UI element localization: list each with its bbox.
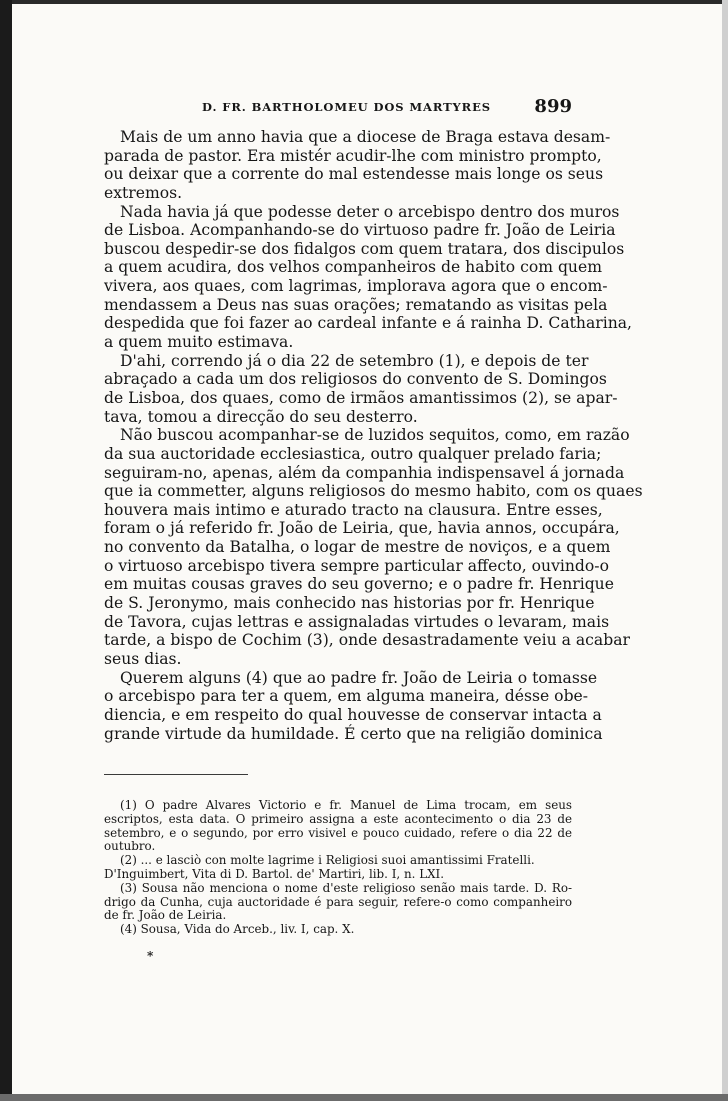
scan-border-top	[0, 0, 728, 4]
footnote-line: (3) Sousa não menciona o nome d'este religioso senão mais tarde. D. Ro-	[120, 880, 572, 895]
running-title: D. FR. BARTHOLOMEU DOS MARTYRES	[202, 100, 491, 114]
text-line: seguiram-no, apenas, além da companhia indispensavel á jornada	[104, 463, 625, 482]
footnote-line: outubro.	[104, 839, 156, 854]
footnote-rule	[104, 774, 248, 775]
text-line: de Lisboa, dos quaes, como de irmãos amantissimos (2), se apar-	[104, 388, 618, 407]
text-line: foram o já referido fr. João de Leiria, que, havia annos, occupára,	[104, 519, 620, 538]
text-line: Querem alguns (4) que ao padre fr. João de Leiria o tomasse	[120, 668, 598, 687]
text-line: de Lisboa. Acompanhando-se do virtuoso padre fr. João de Leiria	[104, 221, 616, 240]
text-line: despedida que foi fazer ao cardeal infante e á rainha D. Catharina,	[104, 314, 632, 333]
footnote-line: (2) ... e lasciò con molte lagrime i Religiosi suoi amantissimi Fratelli.	[120, 853, 535, 868]
text-line: mendassem a Deus nas suas orações; rematando as visitas pela	[104, 295, 608, 314]
footnote-line: escriptos, esta data. O primeiro assigna a este acontecimento o dia 23 de	[104, 811, 572, 826]
text-line: houvera mais intimo e aturado tracto na clausura. Entre esses,	[104, 500, 603, 519]
footnote-line: D'Inguimbert, Vita di D. Bartol. de' Martiri, lib. I, n. LXI.	[104, 866, 445, 881]
page-header	[104, 96, 572, 118]
footnote-line: (4) Sousa, Vida do Arceb., liv. I, cap. X.	[120, 922, 355, 937]
scan-border-bottom	[0, 1094, 728, 1101]
text-line: no convento da Batalha, o logar de mestre de noviços, e a quem	[104, 538, 611, 557]
text-line: Não buscou acompanhar-se de luzidos sequitos, como, em razão	[120, 426, 630, 445]
text-line: tarde, a bispo de Cochim (3), onde desastradamente veiu a acabar	[104, 631, 630, 650]
text-line: grande virtude da humildade. É certo que na religião dominica	[104, 724, 603, 743]
text-line: a quem muito estimava.	[104, 333, 294, 352]
text-line: da sua auctoridade ecclesiastica, outro qualquer prelado faria;	[104, 444, 602, 463]
text-line: que ia commetter, alguns religiosos do mesmo habito, com os quaes	[104, 482, 643, 501]
text-line: seus dias.	[104, 649, 182, 668]
footnote-line: de fr. João de Leiria.	[104, 908, 227, 923]
page-number: 899	[534, 96, 572, 117]
text-line: de Tavora, cujas lettras e assignaladas virtudes o levaram, mais	[104, 612, 610, 631]
footnote-line: (1) O padre Alvares Victorio e fr. Manuel de Lima trocam, em seus	[120, 798, 572, 812]
text-line: em muitas cousas graves do seu governo; e o padre fr. Henrique	[104, 575, 614, 594]
text-line: o arcebispo para ter a quem, em alguma maneira, désse obe-	[104, 687, 589, 706]
text-line: Mais de um anno havia que a diocese de Braga estava desam-	[120, 128, 611, 146]
text-line: parada de pastor. Era mistér acudir-lhe com ministro prompto,	[104, 146, 602, 165]
text-line: Nada havia já que podesse deter o arcebispo dentro dos muros	[120, 202, 620, 221]
scan-border-left	[0, 0, 12, 1101]
text-line: o virtuoso arcebispo tivera sempre particular affecto, ouvindo-o	[104, 556, 609, 575]
text-line: de S. Jeronymo, mais conhecido nas historias por fr. Henrique	[104, 594, 595, 613]
text-line: D'ahi, correndo já o dia 22 de setembro (1), e depois de ter	[120, 351, 589, 370]
text-line: extremos.	[104, 183, 183, 202]
text-line: ou deixar que a corrente do mal estendesse mais longe os seus	[104, 165, 604, 184]
text-line: diencia, e em respeito do qual houvesse de conservar intacta a	[104, 705, 602, 724]
text-line: tava, tomou a direcção do seu desterro.	[104, 407, 418, 426]
text-line: buscou despedir-se dos fidalgos com quem tratara, dos discipulos	[104, 239, 625, 258]
footnote-line: drigo da Cunha, cuja auctoridade é para seguir, refere-o como companheiro	[104, 894, 572, 909]
scan-border-right	[722, 0, 728, 1101]
footnote-line: setembro, e o segundo, por erro visivel e pouco cuidado, refere o dia 22 de	[104, 825, 572, 840]
text-line: abraçado a cada um dos religiosos do convento de S. Domingos	[104, 370, 607, 389]
main-text	[104, 128, 643, 743]
text-line: vivera, aos quaes, com lagrimas, implorava agora que o encom-	[104, 277, 608, 296]
text-line: a quem acudira, dos velhos companheiros de habito com quem	[104, 258, 602, 277]
signature-mark: *	[147, 949, 154, 963]
footnotes	[104, 799, 572, 937]
